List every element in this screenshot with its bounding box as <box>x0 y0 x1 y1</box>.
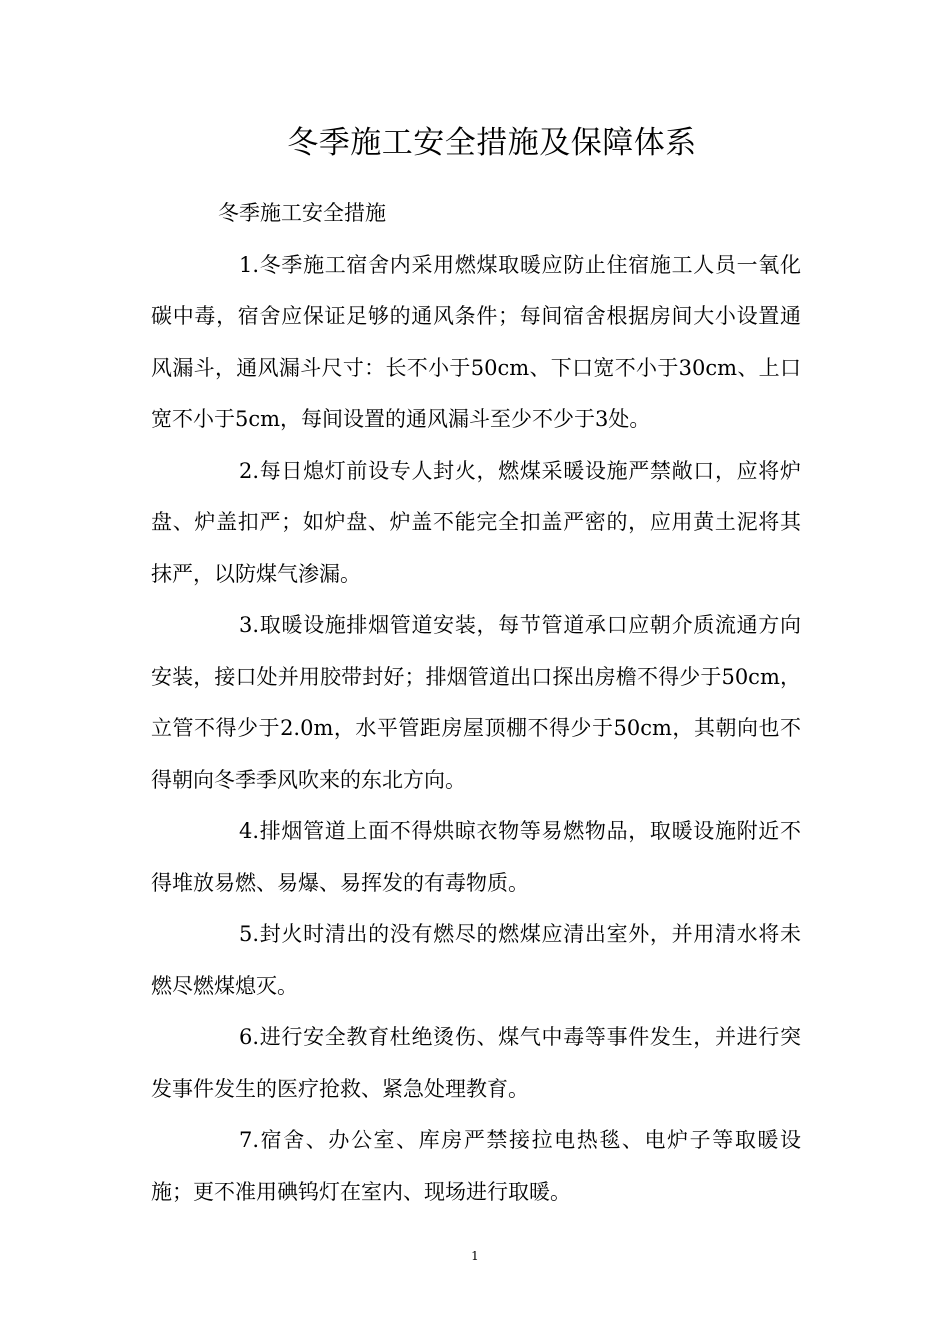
paragraph-3: 3.取暖设施排烟管道安装，每节管道承口应朝介质流通方向安装，接口处并用胶带封好；排烟管道出口探出房檐不得少于50cm，立管不得少于2.0m，水平管距房屋顶棚不得少于50cm，其朝向也不得朝向冬季季风吹来的东北方向。 <box>151 613 801 792</box>
document-title: 冬季施工安全措施及保障体系 <box>287 125 697 161</box>
paragraph-6: 6.进行安全教育杜绝烫伤、煤气中毒等事件发生，并进行突发事件发生的医疗抢救、紧急处理教育。 <box>151 1025 801 1101</box>
paragraph-5: 5.封火时清出的没有燃尽的燃煤应清出室外，并用清水将未燃尽燃煤熄灭。 <box>151 922 801 998</box>
page-number: 1 <box>471 1249 479 1263</box>
paragraph-7: 7.宿舍、办公室、库房严禁接拉电热毯、电炉子等取暖设施；更不准用碘钨灯在室内、现场进行取暖。 <box>151 1128 801 1204</box>
paragraph-4: 4.排烟管道上面不得烘晾衣物等易燃物品，取暖设施附近不得堆放易燃、易爆、易挥发的有毒物质。 <box>151 819 801 895</box>
section-heading: 冬季施工安全措施 <box>218 201 386 225</box>
paragraph-2: 2.每日熄灯前设专人封火，燃煤采暖设施严禁敞口，应将炉盘、炉盖扣严；如炉盘、炉盖不能完全扣盖严密的，应用黄土泥将其抹严，以防煤气渗漏。 <box>151 458 801 586</box>
paragraph-1: 1.冬季施工宿舍内采用燃煤取暖应防止住宿施工人员一氧化碳中毒，宿舍应保证足够的通风条件；每间宿舍根据房间大小设置通风漏斗，通风漏斗尺寸：长不小于50cm、下口宽不小于30cm、上口宽不小于5cm，每间设置的通风漏斗至少不少于3处。 <box>151 252 801 431</box>
document-body <box>151 188 801 1218</box>
